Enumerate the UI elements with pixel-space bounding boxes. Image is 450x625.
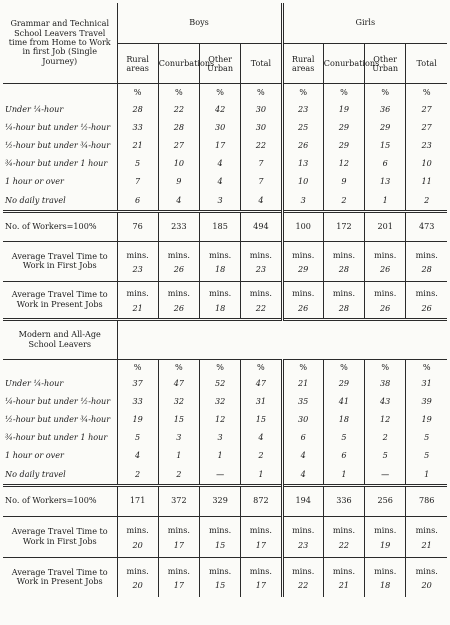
table-row bbox=[3, 173, 447, 191]
cell: 11 bbox=[421, 176, 432, 187]
cell: 23 bbox=[282, 101, 323, 119]
row-label: Under ¼-hour bbox=[3, 101, 117, 119]
header-row-groups bbox=[3, 3, 447, 43]
mins-unit: mins. bbox=[332, 565, 356, 576]
mins-unit: mins. bbox=[167, 249, 190, 260]
mins-unit: mins. bbox=[292, 249, 315, 260]
cell: 29 bbox=[365, 119, 406, 137]
cell: 4 bbox=[282, 447, 323, 465]
cell: 26 bbox=[282, 137, 323, 155]
pct-unit: % bbox=[365, 83, 406, 101]
cell: — bbox=[365, 465, 406, 485]
cell: 494 bbox=[241, 211, 282, 241]
mins-unit: mins. bbox=[332, 525, 356, 536]
cell: 1 bbox=[241, 465, 282, 485]
pct-unit: % bbox=[241, 359, 282, 375]
cell: 41 bbox=[323, 393, 364, 411]
mins-unit: mins. bbox=[209, 565, 232, 576]
cell: 2 bbox=[117, 465, 158, 485]
avg-present-row bbox=[3, 281, 447, 319]
col-header: Total bbox=[241, 43, 282, 83]
cell: 256 bbox=[365, 485, 406, 516]
mins-unit: mins. bbox=[209, 249, 232, 260]
percent-unit-row bbox=[3, 83, 447, 101]
cell: 5 bbox=[424, 432, 430, 443]
mins-unit: mins. bbox=[292, 565, 315, 576]
table-row bbox=[3, 465, 447, 485]
avg-present-row bbox=[3, 557, 447, 597]
row-label: ½-hour but under ¾-hour bbox=[3, 411, 117, 429]
cell: 1 bbox=[158, 447, 199, 465]
pct-unit: % bbox=[323, 83, 364, 101]
row-label: ¼-hour but under ½-hour bbox=[3, 119, 117, 137]
cell: 21 bbox=[421, 539, 432, 550]
cell: 5 bbox=[117, 155, 158, 173]
cell: 12 bbox=[200, 411, 241, 429]
cell: 19 bbox=[323, 101, 364, 119]
cell: 21 bbox=[117, 137, 158, 155]
cell: 12 bbox=[323, 155, 364, 173]
mins-unit: mins. bbox=[209, 288, 232, 299]
cell: 336 bbox=[323, 485, 364, 516]
cell: 42 bbox=[200, 101, 241, 119]
cell: 201 bbox=[365, 211, 406, 241]
cell: 22 bbox=[158, 101, 199, 119]
cell: 31 bbox=[421, 378, 432, 389]
row-label: Average Travel Time to Work in First Jobs bbox=[3, 516, 117, 557]
col-header: Other Urban bbox=[200, 43, 241, 83]
cell: 4 bbox=[282, 465, 323, 485]
pct-unit: % bbox=[241, 83, 282, 101]
cell: 12 bbox=[365, 411, 406, 429]
cell: 4 bbox=[241, 191, 282, 211]
cell: 18 bbox=[214, 264, 226, 274]
cell: — bbox=[200, 465, 241, 485]
row-label: Average Travel Time to Work in Present Jobs bbox=[3, 281, 117, 319]
col-header: Conurbations bbox=[323, 43, 364, 83]
cell: 13 bbox=[365, 173, 406, 191]
cell: 32 bbox=[158, 393, 199, 411]
section2-header-row bbox=[3, 319, 447, 359]
cell: 47 bbox=[241, 375, 282, 393]
cell: 15 bbox=[365, 137, 406, 155]
mins-unit: mins. bbox=[249, 288, 272, 299]
cell: 19 bbox=[117, 411, 158, 429]
pct-unit: % bbox=[323, 359, 364, 375]
pct-unit: % bbox=[200, 83, 241, 101]
cell: 5 bbox=[424, 450, 430, 461]
col-header: Conurbations bbox=[158, 43, 199, 83]
workers-row bbox=[3, 211, 447, 241]
cell: 185 bbox=[200, 211, 241, 241]
girls-header: Girls bbox=[355, 17, 376, 28]
cell: 13 bbox=[282, 155, 323, 173]
cell: 18 bbox=[323, 411, 364, 429]
cell: 6 bbox=[323, 447, 364, 465]
cell: 4 bbox=[200, 173, 241, 191]
cell: 23 bbox=[255, 264, 267, 274]
row-label: ¾-hour but under 1 hour bbox=[3, 155, 117, 173]
cell: 7 bbox=[241, 173, 282, 191]
cell: 17 bbox=[173, 539, 185, 550]
mins-unit: mins. bbox=[374, 249, 397, 260]
cell: 32 bbox=[200, 393, 241, 411]
col-header: Rural areas bbox=[282, 43, 323, 83]
cell: 37 bbox=[117, 375, 158, 393]
cell: 33 bbox=[117, 119, 158, 137]
cell: 786 bbox=[406, 485, 447, 516]
avg-first-row bbox=[3, 241, 447, 281]
cell: 30 bbox=[282, 411, 323, 429]
cell: 30 bbox=[241, 101, 282, 119]
mins-unit: mins. bbox=[415, 249, 438, 260]
cell: 15 bbox=[214, 580, 226, 591]
table-row bbox=[3, 101, 447, 119]
cell: 6 bbox=[365, 155, 406, 173]
cell: 18 bbox=[214, 302, 226, 313]
table-row bbox=[3, 411, 447, 429]
cell: 26 bbox=[298, 302, 309, 313]
table-row bbox=[3, 155, 447, 173]
cell: 28 bbox=[338, 264, 350, 274]
cell: 17 bbox=[173, 580, 185, 591]
cell: 26 bbox=[421, 302, 432, 313]
mins-unit: mins. bbox=[374, 525, 397, 536]
cell: 33 bbox=[117, 393, 158, 411]
cell: 26 bbox=[173, 264, 185, 274]
cell: 1 bbox=[323, 465, 364, 485]
row-label: No. of Workers=100% bbox=[3, 485, 117, 516]
cell: 20 bbox=[421, 580, 432, 591]
cell: 2 bbox=[241, 447, 282, 465]
mins-unit: mins. bbox=[332, 249, 356, 260]
cell: 23 bbox=[298, 539, 309, 550]
cell: 23 bbox=[421, 140, 432, 151]
cell: 5 bbox=[323, 429, 364, 447]
cell: 76 bbox=[117, 211, 158, 241]
mins-unit: mins. bbox=[209, 525, 232, 536]
cell: 47 bbox=[158, 375, 199, 393]
cell: 194 bbox=[282, 485, 323, 516]
cell: 26 bbox=[380, 302, 391, 313]
mins-unit: mins. bbox=[332, 288, 356, 299]
row-label: No daily travel bbox=[3, 465, 117, 485]
row-label: No daily travel bbox=[3, 191, 117, 211]
cell: 10 bbox=[282, 173, 323, 191]
cell: 22 bbox=[241, 137, 282, 155]
cell: 17 bbox=[255, 539, 267, 550]
cell: 3 bbox=[200, 191, 241, 211]
percent-unit-row bbox=[3, 359, 447, 375]
mins-unit: mins. bbox=[167, 565, 190, 576]
cell: 1 bbox=[200, 447, 241, 465]
cell: 4 bbox=[241, 429, 282, 447]
pct-unit: % bbox=[117, 83, 158, 101]
cell: 3 bbox=[158, 429, 199, 447]
cell: 29 bbox=[323, 375, 364, 393]
cell: 28 bbox=[117, 101, 158, 119]
cell: 9 bbox=[158, 173, 199, 191]
row-label: 1 hour or over bbox=[3, 447, 117, 465]
cell: 19 bbox=[380, 539, 391, 550]
mins-unit: mins. bbox=[415, 525, 438, 536]
mins-unit: mins. bbox=[374, 565, 397, 576]
travel-time-table bbox=[3, 3, 447, 597]
cell: 35 bbox=[282, 393, 323, 411]
cell: 21 bbox=[282, 375, 323, 393]
cell: 15 bbox=[214, 539, 226, 550]
row-label: Average Travel Time to Work in First Jobs bbox=[3, 241, 117, 281]
row-label: ½-hour but under ¾-hour bbox=[3, 137, 117, 155]
mins-unit: mins. bbox=[415, 288, 438, 299]
table-row bbox=[3, 447, 447, 465]
cell: 23 bbox=[132, 264, 143, 274]
cell: 31 bbox=[241, 393, 282, 411]
cell: 9 bbox=[323, 173, 364, 191]
cell: 27 bbox=[158, 137, 199, 155]
cell: 2 bbox=[323, 191, 364, 211]
cell: 29 bbox=[323, 119, 364, 137]
cell: 2 bbox=[424, 194, 430, 205]
cell: 15 bbox=[158, 411, 199, 429]
cell: 22 bbox=[255, 302, 267, 313]
cell: 3 bbox=[200, 429, 241, 447]
col-header: Rural areas bbox=[117, 43, 158, 83]
cell: 26 bbox=[173, 302, 185, 313]
mins-unit: mins. bbox=[126, 565, 149, 576]
row-label: Average Travel Time to Work in Present Jobs bbox=[3, 557, 117, 597]
mins-unit: mins. bbox=[249, 249, 272, 260]
row-label: No. of Workers=100% bbox=[3, 211, 117, 241]
cell: 30 bbox=[200, 119, 241, 137]
cell: 1 bbox=[365, 191, 406, 211]
mins-unit: mins. bbox=[249, 565, 272, 576]
cell: 329 bbox=[200, 485, 241, 516]
avg-first-row bbox=[3, 516, 447, 557]
table-row bbox=[3, 375, 447, 393]
cell: 43 bbox=[365, 393, 406, 411]
mins-unit: mins. bbox=[292, 525, 315, 536]
cell: 28 bbox=[421, 264, 432, 274]
pct-unit: % bbox=[158, 83, 199, 101]
mins-unit: mins. bbox=[167, 288, 190, 299]
cell: 27 bbox=[421, 122, 432, 133]
mins-unit: mins. bbox=[374, 288, 397, 299]
cell: 100 bbox=[282, 211, 323, 241]
cell: 6 bbox=[117, 191, 158, 211]
table-row bbox=[3, 137, 447, 155]
cell: 6 bbox=[282, 429, 323, 447]
mins-unit: mins. bbox=[126, 525, 149, 536]
table-row bbox=[3, 393, 447, 411]
table-row bbox=[3, 191, 447, 211]
pct-unit: % bbox=[282, 359, 323, 375]
cell: 473 bbox=[406, 211, 447, 241]
pct-unit: % bbox=[200, 359, 241, 375]
pct-unit: % bbox=[406, 359, 447, 375]
cell: 27 bbox=[421, 104, 432, 115]
cell: 2 bbox=[158, 465, 199, 485]
cell: 19 bbox=[421, 414, 432, 425]
table-row bbox=[3, 119, 447, 137]
cell: 36 bbox=[365, 101, 406, 119]
cell: 10 bbox=[421, 158, 432, 169]
cell: 5 bbox=[117, 429, 158, 447]
mins-unit: mins. bbox=[126, 288, 149, 299]
boys-header: Boys bbox=[117, 3, 282, 43]
cell: 2 bbox=[365, 429, 406, 447]
cell: 28 bbox=[158, 119, 199, 137]
cell: 5 bbox=[365, 447, 406, 465]
pct-unit: % bbox=[365, 359, 406, 375]
cell: 39 bbox=[421, 396, 432, 407]
cell: 21 bbox=[132, 302, 143, 313]
cell: 172 bbox=[323, 211, 364, 241]
cell: 29 bbox=[323, 137, 364, 155]
cell: 15 bbox=[241, 411, 282, 429]
mins-unit: mins. bbox=[249, 525, 272, 536]
cell: 28 bbox=[338, 302, 350, 313]
pct-unit: % bbox=[282, 83, 323, 101]
col-header: Other Urban bbox=[365, 43, 406, 83]
pct-unit: % bbox=[158, 359, 199, 375]
cell: 4 bbox=[158, 191, 199, 211]
col-header: Total bbox=[406, 43, 447, 83]
cell: 29 bbox=[298, 264, 309, 274]
cell: 20 bbox=[132, 580, 143, 591]
mins-unit: mins. bbox=[167, 525, 190, 536]
mins-unit: mins. bbox=[126, 249, 149, 260]
section1-title: Grammar and Technical School Leavers Travel time from Home to Work in first Job (Single Journey) bbox=[3, 3, 117, 83]
mins-unit: mins. bbox=[415, 565, 438, 576]
cell: 18 bbox=[380, 580, 391, 591]
pct-unit: % bbox=[406, 83, 447, 101]
cell: 38 bbox=[365, 375, 406, 393]
cell: 26 bbox=[380, 264, 391, 274]
row-label: ¾-hour but under 1 hour bbox=[3, 429, 117, 447]
cell: 372 bbox=[158, 485, 199, 516]
cell: 872 bbox=[241, 485, 282, 516]
cell: 30 bbox=[241, 119, 282, 137]
cell: 20 bbox=[132, 539, 143, 550]
cell: 22 bbox=[338, 539, 350, 550]
cell: 7 bbox=[117, 173, 158, 191]
workers-row bbox=[3, 485, 447, 516]
row-label: Under ¼-hour bbox=[3, 375, 117, 393]
cell: 25 bbox=[282, 119, 323, 137]
mins-unit: mins. bbox=[292, 288, 315, 299]
cell: 17 bbox=[255, 580, 267, 591]
row-label: ¼-hour but under ½-hour bbox=[3, 393, 117, 411]
table-row bbox=[3, 429, 447, 447]
cell: 3 bbox=[282, 191, 323, 211]
cell: 4 bbox=[117, 447, 158, 465]
cell: 22 bbox=[298, 580, 309, 591]
section2-title: Modern and All-Age School Leavers bbox=[3, 319, 117, 359]
cell: 1 bbox=[424, 468, 430, 479]
pct-unit: % bbox=[117, 359, 158, 375]
cell: 4 bbox=[200, 155, 241, 173]
cell: 17 bbox=[200, 137, 241, 155]
cell: 52 bbox=[200, 375, 241, 393]
cell: 21 bbox=[338, 580, 350, 591]
cell: 10 bbox=[158, 155, 199, 173]
cell: 7 bbox=[241, 155, 282, 173]
row-label: 1 hour or over bbox=[3, 173, 117, 191]
cell: 233 bbox=[158, 211, 199, 241]
cell: 171 bbox=[117, 485, 158, 516]
